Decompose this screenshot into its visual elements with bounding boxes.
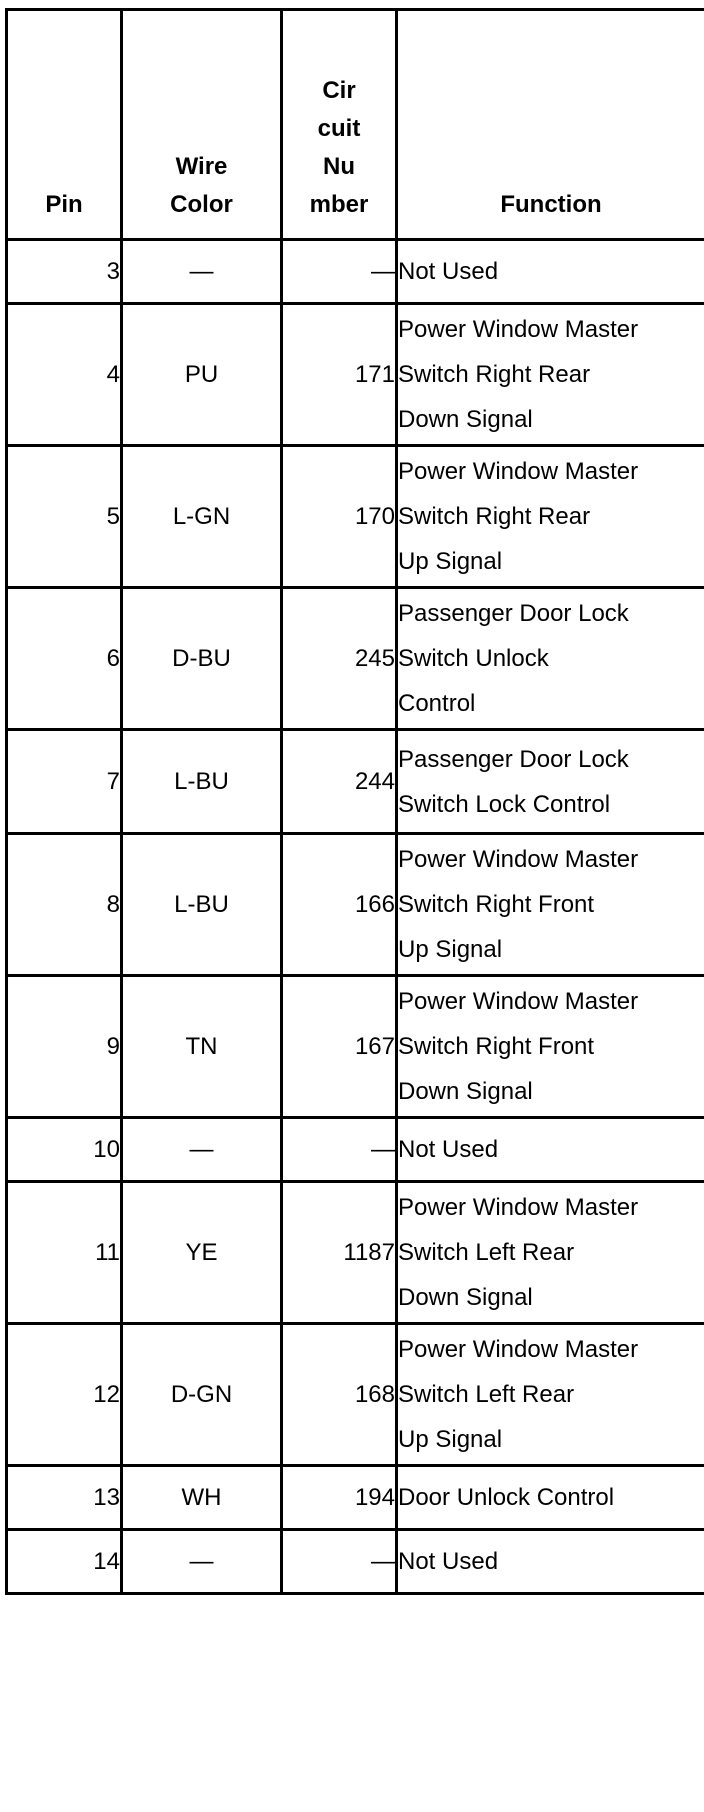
pin-cell: 7 xyxy=(7,730,122,834)
table-row xyxy=(7,976,704,1118)
circuit-cell: 244 xyxy=(282,730,397,834)
table-row xyxy=(7,730,704,834)
header-function-label: Function xyxy=(500,191,602,218)
circuit-cell: — xyxy=(282,1118,397,1182)
function-cell: Power Window Master Switch Left Rear Up Signal xyxy=(397,1324,704,1466)
pin-cell: 11 xyxy=(7,1182,122,1324)
circuit-cell: 168 xyxy=(282,1324,397,1466)
circuit-cell: 1187 xyxy=(282,1182,397,1324)
function-cell: Not Used xyxy=(397,240,704,304)
wire-color-cell: — xyxy=(122,1118,282,1182)
pin-cell: 6 xyxy=(7,588,122,730)
pin-cell: 14 xyxy=(7,1530,122,1594)
pin-cell: 10 xyxy=(7,1118,122,1182)
function-cell: Passenger Door Lock Switch Lock Control xyxy=(397,730,704,834)
table-row xyxy=(7,588,704,730)
wire-color-cell: — xyxy=(122,240,282,304)
header-pin xyxy=(7,10,122,240)
wire-color-cell: YE xyxy=(122,1182,282,1324)
wire-color-cell: — xyxy=(122,1530,282,1594)
function-cell: Not Used xyxy=(397,1530,704,1594)
table-row xyxy=(7,1324,704,1466)
circuit-cell: 167 xyxy=(282,976,397,1118)
pin-cell: 9 xyxy=(7,976,122,1118)
header-circuit-number-label: Cir cuit Nu mber xyxy=(309,77,369,218)
table-row xyxy=(7,1118,704,1182)
wire-color-cell: L-BU xyxy=(122,834,282,976)
function-cell: Power Window Master Switch Right Front Down Signal xyxy=(397,976,704,1118)
wire-color-cell: WH xyxy=(122,1466,282,1530)
function-cell: Power Window Master Switch Left Rear Down Signal xyxy=(397,1182,704,1324)
table-row xyxy=(7,1182,704,1324)
function-cell: Passenger Door Lock Switch Unlock Control xyxy=(397,588,704,730)
circuit-cell: 245 xyxy=(282,588,397,730)
function-cell: Door Unlock Control xyxy=(397,1466,704,1530)
function-cell: Not Used xyxy=(397,1118,704,1182)
circuit-cell: 171 xyxy=(282,304,397,446)
table-row xyxy=(7,834,704,976)
table-row xyxy=(7,304,704,446)
wire-color-cell: D-GN xyxy=(122,1324,282,1466)
connector-pinout-table xyxy=(5,8,704,1595)
wire-color-cell: PU xyxy=(122,304,282,446)
function-cell: Power Window Master Switch Right Rear Up Signal xyxy=(397,446,704,588)
header-row xyxy=(7,10,704,240)
table-row xyxy=(7,1530,704,1594)
wire-color-cell: L-BU xyxy=(122,730,282,834)
pin-cell: 3 xyxy=(7,240,122,304)
pin-cell: 12 xyxy=(7,1324,122,1466)
table-row xyxy=(7,1466,704,1530)
wire-color-cell: D-BU xyxy=(122,588,282,730)
table-row xyxy=(7,446,704,588)
pin-cell: 5 xyxy=(7,446,122,588)
header-pin-label: Pin xyxy=(45,191,83,218)
circuit-cell: — xyxy=(282,1530,397,1594)
circuit-cell: 170 xyxy=(282,446,397,588)
pin-cell: 8 xyxy=(7,834,122,976)
pin-cell: 4 xyxy=(7,304,122,446)
table-row xyxy=(7,240,704,304)
wire-color-cell: L-GN xyxy=(122,446,282,588)
header-function xyxy=(397,10,704,240)
header-wire-color xyxy=(122,10,282,240)
table-header xyxy=(7,10,704,240)
wire-color-cell: TN xyxy=(122,976,282,1118)
header-circuit-number xyxy=(282,10,397,240)
function-cell: Power Window Master Switch Right Front Up Signal xyxy=(397,834,704,976)
circuit-cell: 194 xyxy=(282,1466,397,1530)
circuit-cell: 166 xyxy=(282,834,397,976)
table-body xyxy=(7,240,704,1594)
circuit-cell: — xyxy=(282,240,397,304)
pin-cell: 13 xyxy=(7,1466,122,1530)
header-wire-color-label: Wire Color xyxy=(170,153,233,218)
function-cell: Power Window Master Switch Right Rear Down Signal xyxy=(397,304,704,446)
